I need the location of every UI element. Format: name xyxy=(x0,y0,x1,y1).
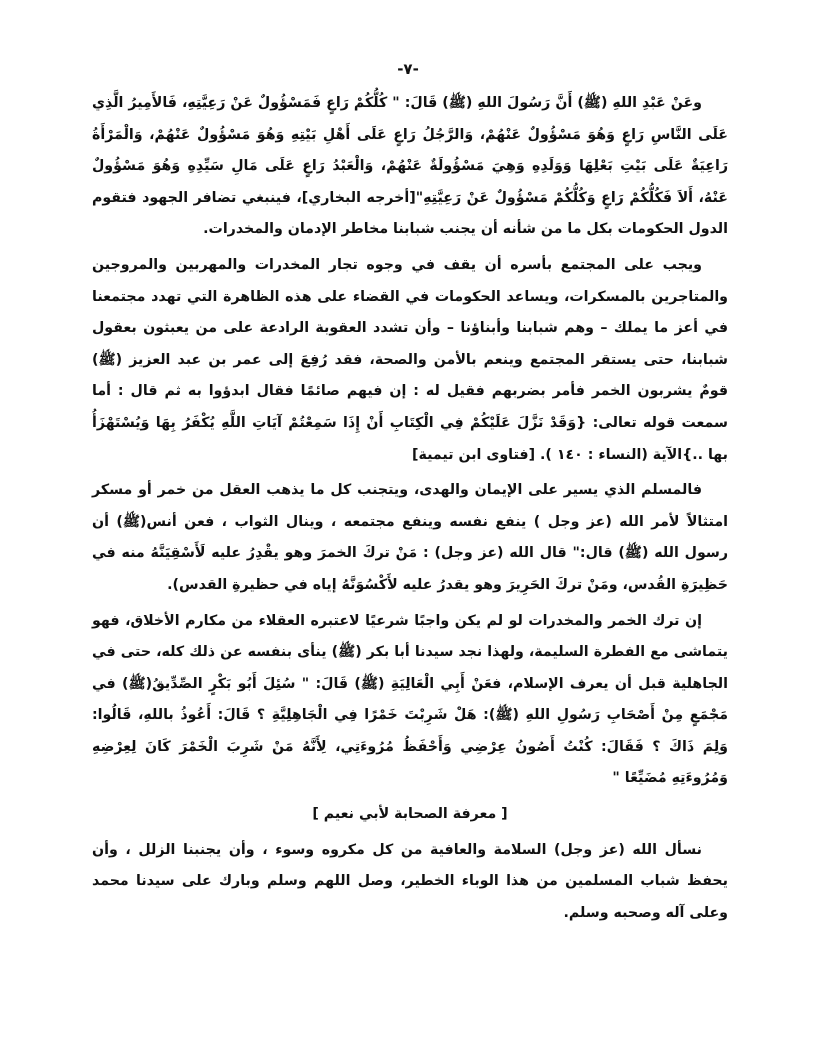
page-number: -٧- xyxy=(397,60,419,78)
paragraph-muslim-conduct: فالمسلم الذي يسير على الإيمان والهدى، ويتجنب كل ما يذهب العقل من خمر أو مسكر امتثالاً لأمر الله (عز وجل ) ينفع نفسه وينفع مجتمعه ، وينال الثواب ، فعن أنس(ﷺ) أن رسول الله (ﷺ) قال:" قال الله (عز وجل) : مَنْ تركَ الخمرَ وهو يقْدِرُ عليه لَأَسْقِيَنَّهُ منه في حَظِيرَةِ القُدس، ومَنْ تركَ الحَرِيرَ وهو يقدرُ عليه لأَكْسُوَنَّهُ إياه في حظيرةِ القدس). xyxy=(92,482,728,593)
source-citation: [ معرفة الصحابة لأبي نعيم ] xyxy=(312,806,508,823)
paragraph-closing-prayer: نسأل الله (عز وجل) السلامة والعافية من كل مكروه وسوء ، وأن يجنبنا الزلل ، وأن يحفظ شباب المسلمين من هذا الوباء الخطير، وصل اللهم وسلم وبارك على سيدنا محمد وعلى آله وصحبه وسلم. xyxy=(92,841,728,921)
paragraph-abu-bakr: إن ترك الخمر والمخدرات لو لم يكن واجبًا شرعيًا لاعتبره العقلاء من مكارم الأخلاق، فهو يتماشى مع الفطرة السليمة، ولهذا نجد سيدنا أبا بكر (ﷺ) ينأى بنفسه عن ذلك كله، حتى في الجاهلية قبل أن يعرف الإسلام، فعَنْ أَبِي الْعَالِيَةِ (ﷺ) قَالَ: " سُئِلَ أَبُو بَكْرٍ الصِّدِّيقُ(ﷺ) في مَجْمَعٍ مِنْ أَصْحَابِ رَسُولِ اللهِ (ﷺ): هَلْ شَرِبْتَ خَمْرًا فِي الْجَاهِلِيَّةِ ؟ قَالَ: أَعُوذُ باللهِ، قَالُوا: وَلِمَ ذَاكَ ؟ فَقَالَ: كُنْتُ أَصُونُ عِرْضِي وَأَحْفَظُ مُرُوءَتِي، لِأَنَّهُ مَنْ شَرِبَ الْخَمْرَ كَانَ لِعِرْضِهِ وَمُرُوءَتِهِ مُضَيِّعًا " xyxy=(92,612,728,787)
paragraph-hadith-responsibility: وعَنْ عَبْدِ اللهِ (ﷺ) أَنَّ رَسُولَ اللهِ (ﷺ) قَالَ: " كُلُّكُمْ رَاعٍ فَمَسْؤُولٌ عَنْ رَعِيَّتِهِ، فَالأَمِيرُ الَّذِي عَلَى النَّاسِ رَاعٍ وَهُوَ مَسْؤُولٌ عَنْهُمْ، وَالرَّجُلُ رَاعٍ عَلَى أَهْلِ بَيْتِهِ وَهُوَ مَسْؤُولٌ عَنْهُمْ، وَالْمَرْأَةُ رَاعِيَةٌ عَلَى بَيْتِ بَعْلِهَا وَوَلَدِهِ وَهِيَ مَسْؤُولَةٌ عَنْهُمْ، وَالْعَبْدُ رَاعٍ عَلَى مَالِ سَيِّدِهِ وَهُوَ مَسْؤُولٌ عَنْهُ، أَلاَ فَكُلُّكُمْ رَاعٍ وَكُلُّكُمْ مَسْؤُولٌ عَنْ رَعِيَّتِهِ"[أخرجه البخاري]، فينبغي تضافر الجهود فتقوم الدول الحكومات بكل ما من شأنه أن يجنب شبابنا مخاطر الإدمان والمخدرات. xyxy=(92,95,728,238)
paragraph-society-duty: ويجب على المجتمع بأسره أن يقف في وجوه تجار المخدرات والمهربين والمروجين والمتاجرين بالمسكرات، ويساعد الحكومات في القضاء على هذه الظاهرة التي تهدد مجتمعنا في أعز ما يملك – وهم شبابنا وأبناؤنا – وأن تشدد العقوبة الرادعة على من يعبثون بعقول شبابنا، حتى يستقر المجتمع وينعم بالأمن والصحة، فقد رُفِعَ إلى عمر بن عبد العزيز (ﷺ) قومٌ يشربون الخمر فأمر بضربهم فقيل له : إن فيهم صائمًا فقال ابدؤوا به ثم قال : أما سمعت قوله تعالى: {وَقَدْ نَزَّلَ عَلَيْكُمْ فِي الْكِتَابِ أَنْ إِذَا سَمِعْتُمْ آيَاتِ اللَّهِ يُكْفَرُ بِهَا وَيُسْتَهْزَأُ بها ..}الآية (النساء : ١٤٠ ). [فتاوى ابن تيمية] xyxy=(92,256,728,463)
page-body xyxy=(92,88,728,933)
